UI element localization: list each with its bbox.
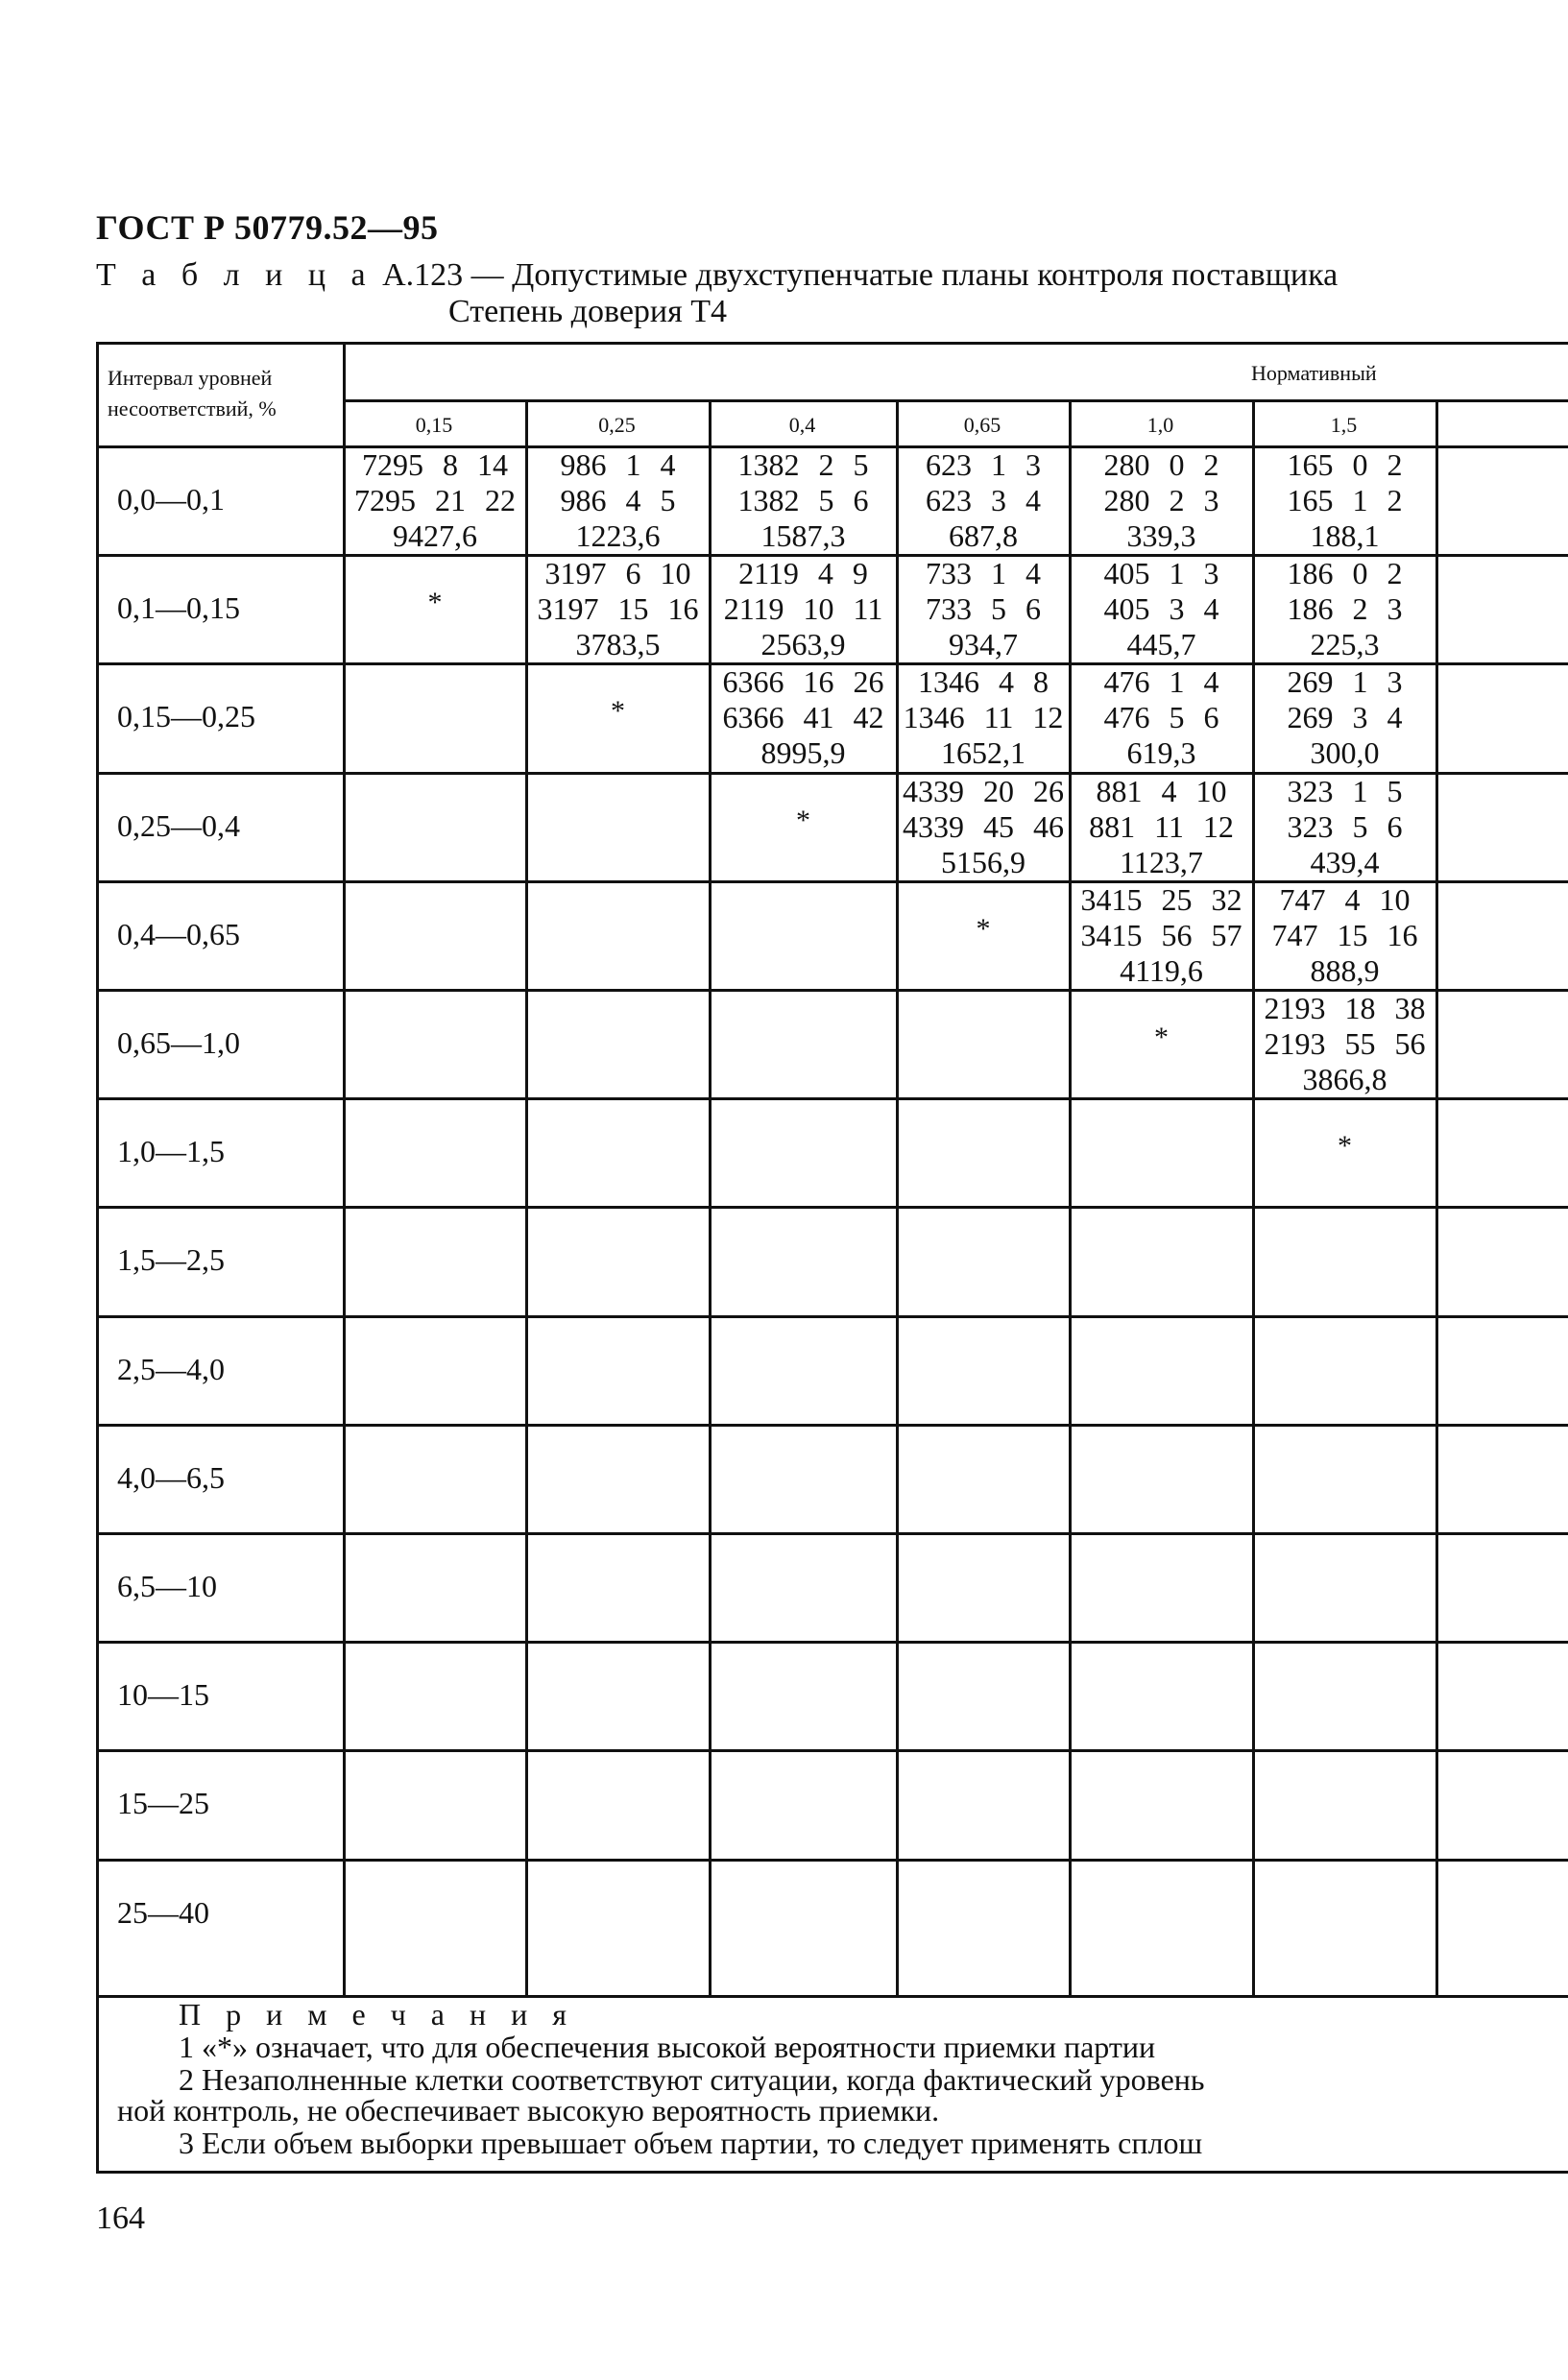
table-cell <box>714 803 892 838</box>
row-interval-label: 10—15 <box>117 1677 209 1713</box>
average-sample-size: 2563,9 <box>760 627 846 662</box>
table-cell <box>714 664 892 771</box>
second-stage-plan: 2193 55 56 <box>1264 1026 1426 1061</box>
row-interval-label: 0,65—1,0 <box>117 1025 240 1060</box>
row-interval-label: 0,15—0,25 <box>117 699 255 734</box>
average-sample-size: 339,3 <box>1126 518 1196 553</box>
average-sample-size: 5156,9 <box>941 844 1025 879</box>
standard-id: ГОСТ Р 50779.52—95 <box>96 208 439 247</box>
table-cell <box>902 556 1065 662</box>
table-caption <box>96 255 1338 296</box>
table-cell <box>1074 556 1248 662</box>
second-stage-plan: 1382 5 6 <box>737 483 869 517</box>
average-sample-size: 3783,5 <box>575 627 661 662</box>
average-sample-size: 445,7 <box>1126 627 1196 662</box>
column-header: 0,65 <box>963 413 1001 437</box>
note-2-line-1: 2 Незаполненные клетки соответствуют ситуации, когда фактический уровень <box>179 2062 1205 2097</box>
table-cell <box>1074 664 1248 771</box>
average-sample-size: 1223,6 <box>575 518 661 553</box>
second-stage-plan: 323 5 6 <box>1287 808 1403 844</box>
second-stage-plan: 3415 56 57 <box>1080 917 1242 952</box>
average-sample-size: 1587,3 <box>760 518 846 553</box>
second-stage-plan: 881 11 12 <box>1089 808 1234 844</box>
star-marker: * <box>1338 1130 1352 1163</box>
table-cell <box>1074 1020 1248 1055</box>
table-cell <box>902 774 1065 880</box>
table-top-border <box>96 342 1568 345</box>
second-stage-plan: 7295 21 22 <box>354 483 516 517</box>
first-stage-plan: 280 0 2 <box>1103 447 1219 482</box>
note-1: 1 «*» означает, что для обеспечения высокой вероятности приемки партии <box>179 2030 1156 2064</box>
first-stage-plan: 476 1 4 <box>1103 664 1219 700</box>
table-caption-text: А.123 — Допустимые двухступенчатые планы контроля поставщика <box>382 257 1339 293</box>
row-interval-label: 6,5—10 <box>117 1569 217 1603</box>
column-header: 0,15 <box>415 413 453 437</box>
table-cell <box>531 693 705 729</box>
second-stage-plan: 3197 15 16 <box>537 591 699 627</box>
average-sample-size: 225,3 <box>1310 627 1380 662</box>
first-stage-plan: 323 1 5 <box>1287 773 1403 808</box>
row-interval-label: 4,0—6,5 <box>117 1459 225 1495</box>
column-header: 0,4 <box>788 413 816 437</box>
first-stage-plan: 186 0 2 <box>1287 556 1403 591</box>
second-stage-plan: 165 1 2 <box>1287 483 1403 517</box>
table-cell <box>349 585 521 620</box>
row-divider <box>96 1532 1568 1535</box>
row-interval-label: 1,5—2,5 <box>117 1242 225 1278</box>
column-border <box>525 399 528 1995</box>
average-sample-size: 9427,6 <box>393 518 477 553</box>
average-sample-size: 300,0 <box>1310 735 1380 771</box>
interval-header-line1: Интервал уровней <box>108 366 273 390</box>
interval-column-border <box>343 342 346 1995</box>
table-cell <box>902 664 1065 771</box>
average-sample-size: 1652,1 <box>941 735 1025 771</box>
normative-header: Нормативный <box>1251 361 1377 385</box>
row-interval-label: 0,0—0,1 <box>117 482 225 517</box>
second-stage-plan: 1346 11 12 <box>903 700 1064 735</box>
column-border <box>1069 399 1072 1995</box>
second-stage-plan: 623 3 4 <box>926 483 1041 517</box>
row-interval-label: 0,4—0,65 <box>117 916 240 951</box>
first-stage-plan: 881 4 10 <box>1096 773 1227 808</box>
table-cell <box>1258 447 1432 554</box>
first-stage-plan: 7295 8 14 <box>362 447 508 482</box>
table-cell <box>902 911 1065 947</box>
table-cell <box>349 447 521 554</box>
second-stage-plan: 280 2 3 <box>1103 483 1219 517</box>
row-interval-label: 2,5—4,0 <box>117 1351 225 1386</box>
second-stage-plan: 4339 45 46 <box>903 808 1064 844</box>
first-stage-plan: 1346 4 8 <box>918 664 1049 700</box>
first-stage-plan: 623 1 3 <box>926 447 1041 482</box>
column-header: 1,0 <box>1146 413 1174 437</box>
row-divider <box>96 1424 1568 1427</box>
second-stage-plan: 733 5 6 <box>926 591 1041 627</box>
second-stage-plan: 186 2 3 <box>1287 591 1403 627</box>
table-cell <box>1258 774 1432 880</box>
star-marker: * <box>427 587 443 619</box>
first-stage-plan: 6366 16 26 <box>722 664 884 700</box>
table-cell <box>1074 882 1248 989</box>
table-cell <box>1258 1128 1432 1164</box>
note-2-line-2: ной контроль, не обеспечивает высокую вероятность приемки. <box>117 2093 940 2128</box>
first-stage-plan: 733 1 4 <box>926 556 1041 591</box>
column-border <box>896 399 899 1995</box>
average-sample-size: 188,1 <box>1310 518 1380 553</box>
second-stage-plan: 986 4 5 <box>560 483 676 517</box>
row-interval-label: 1,0—1,5 <box>117 1134 225 1169</box>
first-stage-plan: 986 1 4 <box>560 447 676 482</box>
first-stage-plan: 269 1 3 <box>1287 664 1403 700</box>
table-cell <box>1258 664 1432 771</box>
star-marker: * <box>1154 1022 1169 1053</box>
second-stage-plan: 269 3 4 <box>1287 700 1403 735</box>
notes-block <box>96 1997 1568 2170</box>
average-sample-size: 4119,6 <box>1120 952 1203 988</box>
table-cell <box>1258 556 1432 662</box>
first-stage-plan: 3197 6 10 <box>544 556 691 591</box>
star-marker: * <box>976 912 991 945</box>
column-header: 1,5 <box>1330 413 1358 437</box>
row-divider <box>96 1206 1568 1209</box>
column-border <box>1252 399 1255 1995</box>
second-stage-plan: 747 15 16 <box>1271 917 1418 952</box>
page-number: 164 <box>96 2200 145 2236</box>
second-stage-plan: 2119 10 11 <box>723 591 883 627</box>
note-3: 3 Если объем выборки превышает объем партии, то следует применять сплош <box>179 2126 1203 2160</box>
row-interval-label: 15—25 <box>117 1786 209 1821</box>
table-cell <box>714 447 892 554</box>
row-divider <box>96 1749 1568 1752</box>
row-divider <box>96 1641 1568 1644</box>
average-sample-size: 439,4 <box>1310 844 1380 879</box>
first-stage-plan: 1382 2 5 <box>737 447 869 482</box>
table-left-border <box>96 342 99 2171</box>
interval-header-line2: несоответствий, % <box>108 397 277 421</box>
row-interval-label: 0,1—0,15 <box>117 590 240 626</box>
average-sample-size: 619,3 <box>1126 735 1196 771</box>
notes-title: П р и м е ч а н и я <box>179 1997 575 2031</box>
table-cell <box>714 556 892 662</box>
star-marker: * <box>796 804 810 836</box>
table-cell <box>1258 991 1432 1097</box>
table-cell <box>1074 774 1248 880</box>
average-sample-size: 8995,9 <box>760 735 846 771</box>
second-stage-plan: 476 5 6 <box>1103 700 1219 735</box>
table-cell <box>531 556 705 662</box>
first-stage-plan: 4339 20 26 <box>903 773 1064 808</box>
row-interval-label: 25—40 <box>117 1894 209 1930</box>
average-sample-size: 687,8 <box>949 518 1018 553</box>
row-interval-label: 0,25—0,4 <box>117 807 240 843</box>
table-cell <box>902 447 1065 554</box>
notes-bottom-border <box>96 2171 1568 2174</box>
row-divider <box>96 1097 1568 1100</box>
table-subcaption: Степень доверия Т4 <box>448 294 728 329</box>
second-stage-plan: 405 3 4 <box>1103 591 1219 627</box>
row-divider <box>96 1859 1568 1862</box>
second-stage-plan: 6366 41 42 <box>722 700 884 735</box>
average-sample-size: 888,9 <box>1310 952 1380 988</box>
first-stage-plan: 3415 25 32 <box>1080 881 1242 917</box>
column-border <box>1435 399 1438 1995</box>
star-marker: * <box>611 695 625 728</box>
first-stage-plan: 747 4 10 <box>1279 881 1411 917</box>
average-sample-size: 1123,7 <box>1120 844 1203 879</box>
interval-header <box>108 363 277 424</box>
column-header: 0,25 <box>598 413 636 437</box>
first-stage-plan: 2119 4 9 <box>738 556 868 591</box>
column-border <box>709 399 712 1995</box>
first-stage-plan: 165 0 2 <box>1287 447 1403 482</box>
table-cell <box>1258 882 1432 989</box>
first-stage-plan: 2193 18 38 <box>1264 991 1426 1025</box>
average-sample-size: 3866,8 <box>1302 1062 1387 1096</box>
average-sample-size: 934,7 <box>949 627 1018 662</box>
first-stage-plan: 405 1 3 <box>1103 556 1219 591</box>
table-cell <box>1074 447 1248 554</box>
row-divider <box>96 1315 1568 1318</box>
table-cell <box>531 447 705 554</box>
table-caption-word: Т а б л и ц а <box>96 257 374 293</box>
